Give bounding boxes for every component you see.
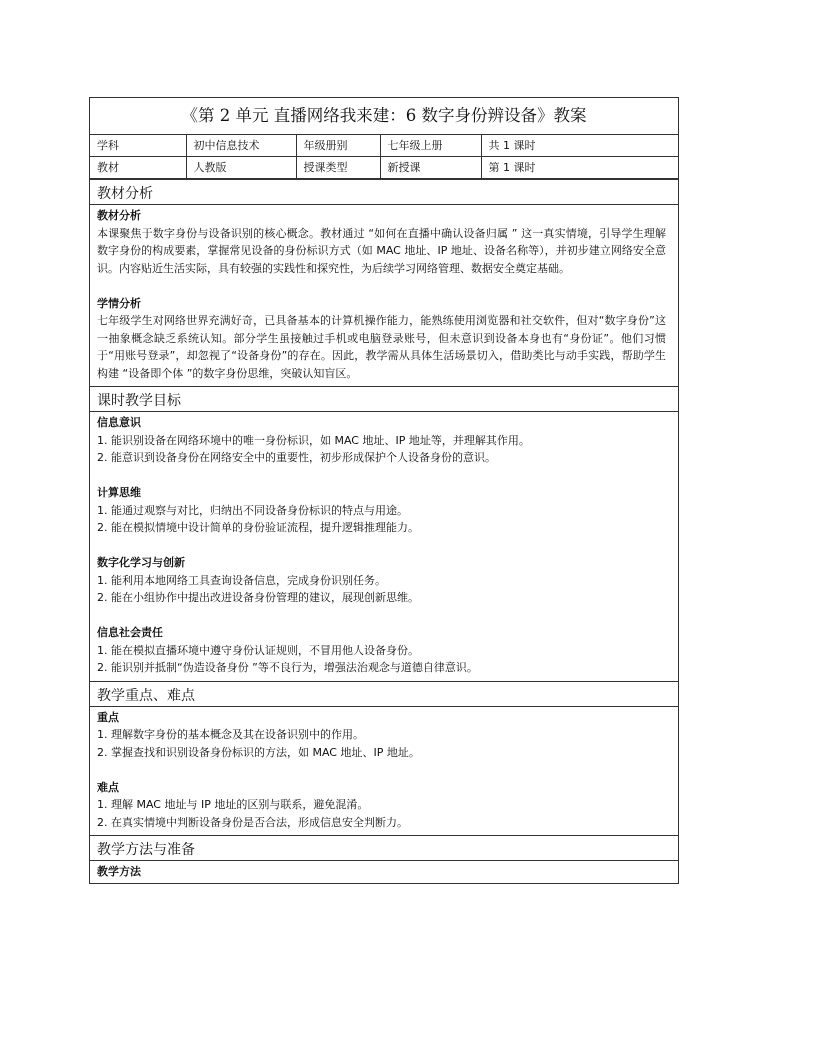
meta-cell: 初中信息技术	[186, 135, 296, 157]
section-heading: 教学方法与准备	[90, 836, 678, 861]
goals-section	[90, 386, 678, 681]
list-item: 2. 掌握查找和识别设备身份标识的方法，如 MAC 地址、IP 地址。	[97, 745, 420, 759]
list-item: 2. 能在模拟情境中设计简单的身份验证流程，提升逻辑推理能力。	[97, 521, 419, 534]
subsection-title: 计算思维	[97, 486, 141, 499]
subsection-title: 信息社会责任	[97, 626, 163, 639]
list-item: 1. 能通过观察与对比，归纳出不同设备身份标识的特点与用途。	[97, 503, 408, 517]
list-item: 1. 能识别设备在网络环境中的唯一身份标识，如 MAC 地址、IP 地址等，并理解其作用。	[97, 433, 530, 447]
list-item: 1. 理解 MAC 地址与 IP 地址的区别与联系，避免混淆。	[97, 798, 369, 811]
meta-cell: 共 1 课时	[481, 135, 678, 157]
section-heading: 教学重点、难点	[90, 682, 678, 707]
meta-cell: 七年级上册	[380, 135, 481, 157]
analysis-section	[90, 179, 678, 386]
section-body	[90, 707, 678, 836]
paragraph: 七年级学生对网络世界充满好奇，已具备基本的计算机操作能力，能熟练使用浏览器和社交软件，但对“数字身份”这一抽象概念缺乏系统认知。部分学生虽接触过手机或电脑登录账号，但未意识到设备本身也有“身份证”。他们习惯于“用账号登录”，却忽视了“设备身份”的存在。因此，教学需从具体生活场景切入，借助类比与动手实践，帮助学生构建 “设备即个体 ”的数字身份思维，突破认知盲区。	[97, 314, 666, 380]
meta-cell: 学科	[90, 135, 186, 157]
subsection-title: 重点	[97, 710, 119, 724]
keypoints-section	[90, 681, 678, 836]
methods-section	[90, 835, 678, 883]
section-heading: 课时教学目标	[90, 387, 678, 412]
meta-table	[90, 135, 678, 179]
subsection-title: 信息意识	[97, 416, 141, 429]
subsection-title: 教材分析	[97, 209, 141, 222]
list-item: 2. 在真实情境中判断设备身份是否合法，形成信息安全判断力。	[97, 815, 408, 829]
meta-row	[90, 157, 678, 179]
list-item: 2. 能在小组协作中提出改进设备身份管理的建议，展现创新思维。	[97, 591, 419, 604]
meta-cell: 授课类型	[296, 157, 380, 179]
list-item: 1. 能利用本地网络工具查询设备信息，完成身份识别任务。	[97, 573, 386, 587]
subsection-title: 数字化学习与创新	[97, 556, 185, 569]
meta-cell: 新授课	[380, 157, 481, 179]
list-item: 1. 能在模拟直播环境中遵守身份认证规则，不冒用他人设备身份。	[97, 643, 419, 657]
meta-cell: 人教版	[186, 157, 296, 179]
section-body	[90, 205, 678, 386]
list-item: 2. 能识别并抵制“伪造设备身份 ”等不良行为，增强法治观念与道德自律意识。	[97, 661, 478, 674]
subsection-title: 难点	[97, 780, 119, 794]
meta-cell: 第 1 课时	[481, 157, 678, 179]
subsection-title: 学情分析	[97, 296, 141, 310]
document-title: 《第 2 单元 直播网络我来建：6 数字身份辨设备》教案	[90, 98, 678, 135]
paragraph: 本课聚焦于数字身份与设备识别的核心概念。教材通过 “如何在直播中确认设备归属 ” 这一真实情境，引导学生理解数字身份的构成要素，掌握常见设备的身份标识方式（如 MAC 地址、IP 地址、设备名称等），并初步建立网络安全意识。内容贴近生活实际，具有较强的实践性和探究性，为后续学习网络管理、数据安全奠定基础。	[97, 226, 666, 275]
list-item: 2. 能意识到设备身份在网络安全中的重要性，初步形成保护个人设备身份的意识。	[97, 451, 496, 464]
section-body	[90, 412, 678, 681]
meta-row	[90, 135, 678, 157]
meta-cell: 教材	[90, 157, 186, 179]
section-heading: 教材分析	[90, 180, 678, 205]
lesson-plan-document	[89, 97, 679, 884]
meta-cell: 年级册别	[296, 135, 380, 157]
list-item: 1. 理解数字身份的基本概念及其在设备识别中的作用。	[97, 728, 364, 741]
section-body	[90, 861, 678, 883]
subsection-title: 教学方法	[97, 865, 141, 878]
